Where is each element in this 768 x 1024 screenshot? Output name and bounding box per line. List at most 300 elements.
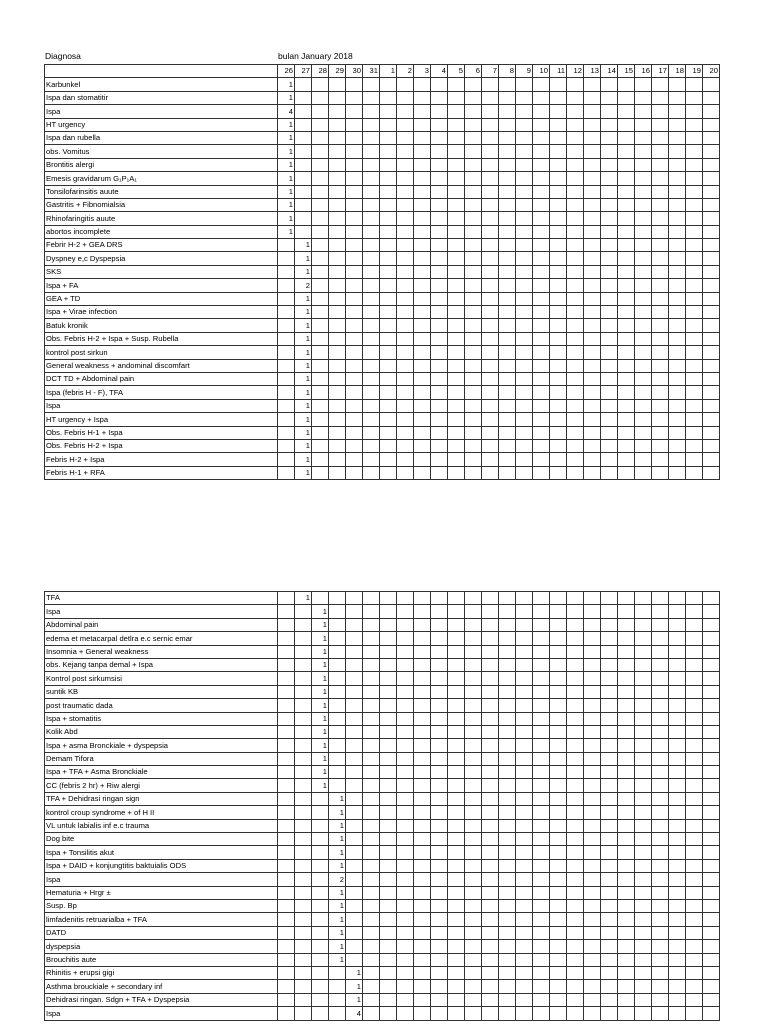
empty-cell xyxy=(499,172,516,185)
empty-cell xyxy=(397,426,414,439)
diagnosa-heading: Diagnosa xyxy=(45,51,81,61)
empty-cell xyxy=(550,78,567,91)
empty-cell xyxy=(346,265,363,278)
empty-cell xyxy=(465,346,482,359)
empty-cell xyxy=(516,766,533,779)
count-cell: 1 xyxy=(312,645,329,658)
empty-cell xyxy=(652,605,669,618)
table-row xyxy=(45,658,720,671)
empty-cell xyxy=(618,413,635,426)
empty-cell xyxy=(635,439,652,452)
empty-cell xyxy=(567,993,584,1006)
empty-cell xyxy=(703,386,720,399)
empty-cell xyxy=(380,453,397,466)
empty-cell xyxy=(329,158,346,171)
empty-cell xyxy=(669,685,686,698)
empty-cell xyxy=(482,185,499,198)
empty-cell xyxy=(482,386,499,399)
empty-cell xyxy=(618,399,635,412)
count-cell: 1 xyxy=(329,806,346,819)
empty-cell xyxy=(380,873,397,886)
day-header-cell: 4 xyxy=(431,65,448,78)
table-row xyxy=(45,645,720,658)
table-row xyxy=(45,685,720,698)
empty-cell xyxy=(329,145,346,158)
count-cell: 1 xyxy=(312,752,329,765)
empty-cell xyxy=(601,372,618,385)
count-cell: 1 xyxy=(295,359,312,372)
empty-cell xyxy=(431,225,448,238)
empty-cell xyxy=(635,699,652,712)
empty-cell xyxy=(397,105,414,118)
empty-cell xyxy=(618,198,635,211)
empty-cell xyxy=(533,252,550,265)
empty-cell xyxy=(652,265,669,278)
empty-cell xyxy=(278,359,295,372)
table-row xyxy=(45,131,720,144)
empty-cell xyxy=(278,993,295,1006)
empty-cell xyxy=(295,78,312,91)
empty-cell xyxy=(380,91,397,104)
empty-cell xyxy=(380,792,397,805)
empty-cell xyxy=(601,940,618,953)
empty-cell xyxy=(380,78,397,91)
empty-cell xyxy=(482,225,499,238)
empty-cell xyxy=(431,605,448,618)
empty-cell xyxy=(601,185,618,198)
empty-cell xyxy=(295,873,312,886)
empty-cell xyxy=(533,292,550,305)
empty-cell xyxy=(669,806,686,819)
empty-cell xyxy=(312,252,329,265)
empty-cell xyxy=(295,766,312,779)
empty-cell xyxy=(363,926,380,939)
empty-cell xyxy=(431,712,448,725)
empty-cell xyxy=(482,792,499,805)
empty-cell xyxy=(397,926,414,939)
empty-cell xyxy=(414,359,431,372)
diagnosis-cell: suntik KB xyxy=(45,685,278,698)
empty-cell xyxy=(652,725,669,738)
empty-cell xyxy=(465,372,482,385)
empty-cell xyxy=(397,685,414,698)
empty-cell xyxy=(363,105,380,118)
empty-cell xyxy=(618,792,635,805)
empty-cell xyxy=(499,926,516,939)
empty-cell xyxy=(669,78,686,91)
empty-cell xyxy=(601,198,618,211)
empty-cell xyxy=(635,225,652,238)
empty-cell xyxy=(703,91,720,104)
empty-cell xyxy=(329,605,346,618)
empty-cell xyxy=(686,819,703,832)
empty-cell xyxy=(533,699,550,712)
empty-cell xyxy=(397,145,414,158)
empty-cell xyxy=(482,993,499,1006)
empty-cell xyxy=(635,185,652,198)
count-cell: 1 xyxy=(312,618,329,631)
empty-cell xyxy=(499,212,516,225)
empty-cell xyxy=(669,980,686,993)
empty-cell xyxy=(516,346,533,359)
empty-cell xyxy=(567,672,584,685)
empty-cell xyxy=(465,239,482,252)
empty-cell xyxy=(346,198,363,211)
empty-cell xyxy=(380,306,397,319)
empty-cell xyxy=(448,1007,465,1020)
empty-cell xyxy=(448,779,465,792)
empty-cell xyxy=(380,926,397,939)
empty-cell xyxy=(499,399,516,412)
empty-cell xyxy=(414,279,431,292)
empty-cell xyxy=(635,319,652,332)
empty-cell xyxy=(499,372,516,385)
diagnosis-cell: Tonsilofarinsitis auute xyxy=(45,185,278,198)
diagnosis-cell: Ispa xyxy=(45,605,278,618)
day-header-cell: 19 xyxy=(686,65,703,78)
empty-cell xyxy=(482,252,499,265)
empty-cell xyxy=(397,131,414,144)
empty-cell xyxy=(635,940,652,953)
table-row xyxy=(45,980,720,993)
empty-cell xyxy=(533,685,550,698)
empty-cell xyxy=(329,439,346,452)
empty-cell xyxy=(346,806,363,819)
empty-cell xyxy=(329,672,346,685)
empty-cell xyxy=(652,332,669,345)
table-row xyxy=(45,399,720,412)
empty-cell xyxy=(278,699,295,712)
empty-cell xyxy=(584,386,601,399)
empty-cell xyxy=(431,779,448,792)
empty-cell xyxy=(618,806,635,819)
empty-cell xyxy=(550,225,567,238)
count-cell: 1 xyxy=(329,940,346,953)
table-row xyxy=(45,993,720,1006)
empty-cell xyxy=(414,886,431,899)
empty-cell xyxy=(414,91,431,104)
empty-cell xyxy=(669,185,686,198)
empty-cell xyxy=(499,792,516,805)
empty-cell xyxy=(703,118,720,131)
empty-cell xyxy=(669,292,686,305)
empty-cell xyxy=(703,699,720,712)
empty-cell xyxy=(448,980,465,993)
table-row xyxy=(45,265,720,278)
empty-cell xyxy=(329,645,346,658)
empty-cell xyxy=(312,1007,329,1020)
empty-cell xyxy=(295,846,312,859)
empty-cell xyxy=(448,105,465,118)
count-cell: 1 xyxy=(329,819,346,832)
empty-cell xyxy=(295,739,312,752)
empty-cell xyxy=(550,980,567,993)
empty-cell xyxy=(516,225,533,238)
empty-cell xyxy=(431,645,448,658)
empty-cell xyxy=(363,1007,380,1020)
empty-cell xyxy=(635,118,652,131)
empty-cell xyxy=(482,913,499,926)
empty-cell xyxy=(363,78,380,91)
empty-cell xyxy=(652,91,669,104)
day-header-cell: 8 xyxy=(499,65,516,78)
empty-cell xyxy=(635,966,652,979)
empty-cell xyxy=(584,466,601,479)
empty-cell xyxy=(533,806,550,819)
empty-cell xyxy=(465,966,482,979)
empty-cell xyxy=(312,940,329,953)
table-row xyxy=(45,279,720,292)
empty-cell xyxy=(482,685,499,698)
empty-cell xyxy=(550,913,567,926)
empty-cell xyxy=(312,292,329,305)
day-header-cell: 9 xyxy=(516,65,533,78)
empty-cell xyxy=(278,292,295,305)
empty-cell xyxy=(380,953,397,966)
count-cell: 1 xyxy=(312,685,329,698)
empty-cell xyxy=(669,91,686,104)
empty-cell xyxy=(295,993,312,1006)
count-cell: 1 xyxy=(329,926,346,939)
empty-cell xyxy=(567,873,584,886)
empty-cell xyxy=(482,239,499,252)
empty-cell xyxy=(601,105,618,118)
empty-cell xyxy=(431,966,448,979)
empty-cell xyxy=(482,873,499,886)
empty-cell xyxy=(363,953,380,966)
empty-cell xyxy=(397,953,414,966)
empty-cell xyxy=(652,833,669,846)
empty-cell xyxy=(635,618,652,631)
empty-cell xyxy=(550,118,567,131)
diagnosis-cell: post traumatic dada xyxy=(45,699,278,712)
empty-cell xyxy=(584,426,601,439)
empty-cell xyxy=(618,239,635,252)
empty-cell xyxy=(686,439,703,452)
empty-cell xyxy=(635,332,652,345)
empty-cell xyxy=(295,779,312,792)
empty-cell xyxy=(346,699,363,712)
empty-cell xyxy=(652,292,669,305)
empty-cell xyxy=(499,265,516,278)
empty-cell xyxy=(499,453,516,466)
empty-cell xyxy=(635,212,652,225)
empty-cell xyxy=(567,725,584,738)
empty-cell xyxy=(567,306,584,319)
empty-cell xyxy=(295,806,312,819)
table-row xyxy=(45,886,720,899)
empty-cell xyxy=(278,712,295,725)
empty-cell xyxy=(652,940,669,953)
empty-cell xyxy=(278,632,295,645)
empty-cell xyxy=(686,618,703,631)
empty-cell xyxy=(465,846,482,859)
empty-cell xyxy=(482,980,499,993)
empty-cell xyxy=(635,859,652,872)
empty-cell xyxy=(465,672,482,685)
diagnosis-cell: Susp. Bp xyxy=(45,899,278,912)
empty-cell xyxy=(329,131,346,144)
empty-cell xyxy=(278,940,295,953)
empty-cell xyxy=(363,306,380,319)
empty-cell xyxy=(312,859,329,872)
empty-cell xyxy=(652,131,669,144)
day-header-cell: 31 xyxy=(363,65,380,78)
empty-cell xyxy=(550,725,567,738)
empty-cell xyxy=(448,252,465,265)
empty-cell xyxy=(397,940,414,953)
empty-cell xyxy=(380,672,397,685)
empty-cell xyxy=(363,725,380,738)
empty-cell xyxy=(380,632,397,645)
empty-cell xyxy=(380,940,397,953)
empty-cell xyxy=(397,198,414,211)
empty-cell xyxy=(601,966,618,979)
empty-cell xyxy=(465,953,482,966)
empty-cell xyxy=(618,645,635,658)
diagnosis-cell: kontrol post sirkun xyxy=(45,346,278,359)
empty-cell xyxy=(363,605,380,618)
empty-cell xyxy=(686,118,703,131)
empty-cell xyxy=(482,672,499,685)
empty-cell xyxy=(601,913,618,926)
empty-cell xyxy=(533,78,550,91)
empty-cell xyxy=(278,658,295,671)
empty-cell xyxy=(550,899,567,912)
empty-cell xyxy=(295,792,312,805)
table-row xyxy=(45,386,720,399)
empty-cell xyxy=(465,252,482,265)
empty-cell xyxy=(703,198,720,211)
empty-cell xyxy=(533,332,550,345)
empty-cell xyxy=(363,279,380,292)
empty-cell xyxy=(635,752,652,765)
empty-cell xyxy=(550,413,567,426)
count-cell: 1 xyxy=(278,158,295,171)
empty-cell xyxy=(278,426,295,439)
empty-cell xyxy=(448,319,465,332)
empty-cell xyxy=(295,225,312,238)
empty-cell xyxy=(414,685,431,698)
empty-cell xyxy=(397,966,414,979)
table-row xyxy=(45,118,720,131)
empty-cell xyxy=(397,1007,414,1020)
empty-cell xyxy=(465,198,482,211)
empty-cell xyxy=(703,292,720,305)
empty-cell xyxy=(431,466,448,479)
empty-cell xyxy=(652,225,669,238)
empty-cell xyxy=(499,118,516,131)
diagnosis-table-1 xyxy=(44,64,720,480)
table-row xyxy=(45,739,720,752)
empty-cell xyxy=(618,632,635,645)
empty-cell xyxy=(482,279,499,292)
empty-cell xyxy=(380,725,397,738)
empty-cell xyxy=(465,766,482,779)
empty-cell xyxy=(618,279,635,292)
empty-cell xyxy=(550,265,567,278)
empty-cell xyxy=(465,980,482,993)
empty-cell xyxy=(635,913,652,926)
empty-cell xyxy=(516,386,533,399)
empty-cell xyxy=(550,605,567,618)
empty-cell xyxy=(703,886,720,899)
empty-cell xyxy=(618,145,635,158)
empty-cell xyxy=(397,386,414,399)
empty-cell xyxy=(414,158,431,171)
empty-cell xyxy=(329,105,346,118)
empty-cell xyxy=(431,846,448,859)
empty-cell xyxy=(397,725,414,738)
empty-cell xyxy=(363,886,380,899)
empty-cell xyxy=(448,859,465,872)
empty-cell xyxy=(669,752,686,765)
empty-cell xyxy=(618,725,635,738)
empty-cell xyxy=(584,279,601,292)
table-row xyxy=(45,198,720,211)
empty-cell xyxy=(550,185,567,198)
empty-cell xyxy=(465,1007,482,1020)
empty-cell xyxy=(584,252,601,265)
empty-cell xyxy=(499,332,516,345)
empty-cell xyxy=(295,645,312,658)
empty-cell xyxy=(482,926,499,939)
empty-cell xyxy=(465,105,482,118)
empty-cell xyxy=(686,833,703,846)
empty-cell xyxy=(703,859,720,872)
empty-cell xyxy=(567,91,584,104)
empty-cell xyxy=(499,145,516,158)
empty-cell xyxy=(601,319,618,332)
empty-cell xyxy=(448,953,465,966)
empty-cell xyxy=(414,413,431,426)
empty-cell xyxy=(414,605,431,618)
empty-cell xyxy=(601,279,618,292)
empty-cell xyxy=(686,632,703,645)
empty-cell xyxy=(703,819,720,832)
empty-cell xyxy=(329,618,346,631)
table-row xyxy=(45,319,720,332)
table-row xyxy=(45,1007,720,1020)
empty-cell xyxy=(686,980,703,993)
table-row xyxy=(45,846,720,859)
empty-cell xyxy=(703,225,720,238)
empty-cell xyxy=(482,118,499,131)
empty-cell xyxy=(550,239,567,252)
empty-cell xyxy=(686,198,703,211)
empty-cell xyxy=(635,359,652,372)
empty-cell xyxy=(618,658,635,671)
empty-cell xyxy=(380,658,397,671)
empty-cell xyxy=(431,386,448,399)
empty-cell xyxy=(686,145,703,158)
diagnosis-cell: Dyspney e,c Dyspepsia xyxy=(45,252,278,265)
empty-cell xyxy=(567,699,584,712)
empty-cell xyxy=(431,672,448,685)
empty-cell xyxy=(652,172,669,185)
count-cell: 1 xyxy=(346,980,363,993)
empty-cell xyxy=(295,833,312,846)
empty-cell xyxy=(397,319,414,332)
empty-cell xyxy=(686,953,703,966)
empty-cell xyxy=(533,319,550,332)
empty-cell xyxy=(329,346,346,359)
empty-cell xyxy=(499,766,516,779)
empty-cell xyxy=(482,966,499,979)
empty-cell xyxy=(329,739,346,752)
empty-cell xyxy=(635,372,652,385)
empty-cell xyxy=(669,319,686,332)
